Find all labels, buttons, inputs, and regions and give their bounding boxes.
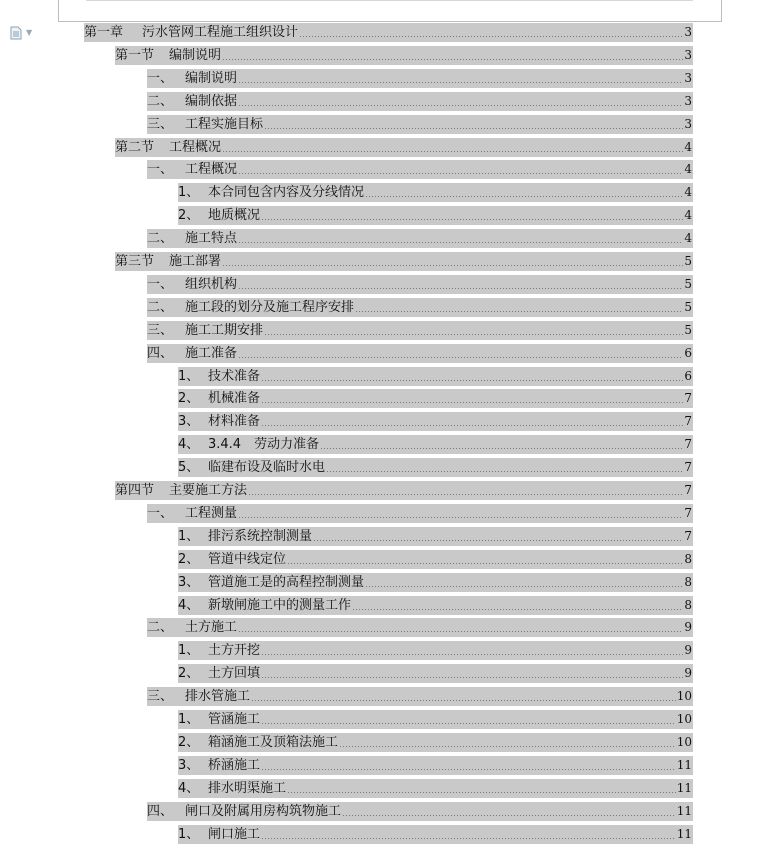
toc-entry[interactable]	[147, 298, 693, 317]
dot-leader	[261, 402, 683, 403]
toc-entry[interactable]	[178, 458, 693, 477]
toc-entry[interactable]	[147, 160, 693, 179]
toc-entry-title: 排污系统控制测量	[208, 528, 313, 544]
toc-entry-number: 2、	[178, 666, 200, 682]
toc-entry-page: 4	[684, 185, 692, 200]
toc-entry-number: 1、	[178, 185, 200, 201]
toc-entry-title: 本合同包含内容及分线情况	[208, 185, 365, 201]
toc-entry-page: 8	[684, 551, 692, 566]
toc-entry-title: 组织机构	[185, 276, 238, 292]
toc-entry-number: 第四节	[115, 483, 155, 498]
toc-entry[interactable]	[115, 46, 693, 65]
toc-entry-page: 11	[676, 757, 692, 772]
dot-leader	[320, 448, 683, 449]
dot-leader	[238, 242, 683, 243]
toc-entry-page: 11	[676, 803, 692, 818]
dot-leader	[352, 609, 683, 610]
toc-entry-number: 一、	[147, 276, 174, 292]
toc-entry-title: 编制依据	[185, 93, 238, 109]
toc-entry-title: 工程概况	[185, 162, 238, 178]
toc-entry-number: 第二节	[115, 139, 155, 155]
toc-entry-title: 桥涵施工	[208, 757, 261, 773]
toc-entry[interactable]	[178, 435, 693, 454]
toc-entry[interactable]	[178, 206, 693, 225]
toc-entry-page: 5	[684, 276, 692, 291]
toc-entry-page: 6	[684, 368, 692, 383]
dot-leader	[264, 128, 683, 129]
toc-entry-number: 1、	[178, 528, 200, 544]
toc-entry-title: 土方施工	[185, 620, 238, 636]
toc-entry-page: 10	[676, 712, 692, 726]
toc-entry-number: 1、	[178, 826, 200, 842]
toc-entry-number: 1、	[178, 643, 200, 659]
dot-leader	[222, 59, 683, 60]
toc-entry-number: 2、	[178, 208, 200, 224]
dot-leader	[261, 769, 676, 770]
dot-leader	[238, 82, 683, 83]
dot-leader	[261, 654, 683, 655]
toc-entry[interactable]	[115, 481, 693, 500]
toc-entry-title: 工程测量	[185, 505, 238, 521]
toc-entry-page: 7	[684, 414, 692, 429]
toc-entry-title: 临建布设及临时水电	[208, 460, 326, 476]
toc-entry-number: 一、	[147, 162, 174, 178]
toc-entry-title: 管涵施工	[208, 712, 261, 727]
toc-entry-title: 工程概况	[169, 139, 222, 155]
toc-entry[interactable]	[84, 23, 693, 42]
toc-entry-number: 一、	[147, 70, 174, 86]
document-icon[interactable]	[10, 25, 36, 41]
toc-entry-page: 3	[684, 25, 692, 39]
toc-entry-page: 3	[684, 116, 692, 131]
toc-entry-number: 二、	[147, 93, 174, 109]
dot-leader	[299, 36, 683, 37]
dot-leader	[261, 219, 683, 220]
toc-entry-title: 管道中线定位	[208, 551, 287, 567]
toc-entry-number: 二、	[147, 299, 174, 315]
toc-entry-page: 5	[684, 299, 692, 314]
toc-entry-page: 3	[684, 47, 692, 62]
toc-entry-page: 7	[684, 505, 692, 520]
toc-entry-number: 3、	[178, 574, 200, 590]
dot-leader	[339, 746, 676, 747]
toc-entry-title: 施工部署	[169, 254, 222, 269]
chevron-down-icon[interactable]: ▼	[26, 28, 33, 37]
toc-entry-page: 7	[684, 460, 692, 475]
toc-entry-page: 7	[684, 391, 692, 406]
toc-entry[interactable]	[178, 825, 693, 844]
toc-entry-title: 排水明渠施工	[208, 780, 287, 796]
toc-entry-number: 4、	[178, 437, 200, 453]
page-top-border	[86, 0, 693, 1]
toc-entry-page: 6	[684, 345, 692, 360]
toc-entry-number: 四、	[147, 345, 174, 361]
toc-entry-page: 5	[684, 254, 692, 268]
toc-entry-page: 9	[684, 643, 692, 658]
dot-leader	[261, 723, 676, 724]
toc-entry-title: 施工工期安排	[185, 322, 264, 338]
toc-entry[interactable]	[178, 664, 693, 683]
toc-entry-number: 二、	[147, 620, 174, 636]
dot-leader	[261, 677, 683, 678]
toc-entry-page: 7	[684, 483, 692, 497]
toc-entry-page: 10	[676, 734, 692, 749]
toc-entry-title: 机械准备	[208, 391, 261, 407]
toc-entry-page: 4	[684, 139, 692, 154]
toc-entry-title: 编制说明	[185, 70, 238, 86]
toc-entry-title: 污水管网工程施工组织设计	[142, 25, 299, 40]
toc-entry-number: 4、	[178, 780, 200, 796]
dot-leader	[261, 425, 683, 426]
toc-entry[interactable]	[147, 69, 693, 88]
toc-entry-number: 2、	[178, 734, 200, 750]
toc-entry[interactable]	[178, 779, 693, 798]
toc-entry[interactable]	[147, 802, 693, 821]
dot-leader	[238, 631, 683, 632]
dot-leader	[342, 815, 676, 816]
toc-entry-number: 第一章	[84, 25, 124, 40]
toc-entry[interactable]	[147, 275, 693, 294]
toc-entry[interactable]	[178, 756, 693, 775]
toc-entry[interactable]	[147, 92, 693, 111]
toc-entry-title: 闸口及附属用房构筑物施工	[185, 803, 342, 819]
toc-entry-page: 4	[684, 231, 692, 246]
dot-leader	[251, 700, 676, 701]
dot-leader	[264, 334, 683, 335]
toc-entry[interactable]	[115, 252, 693, 271]
toc-entry-title: 箱涵施工及顶箱法施工	[208, 734, 339, 750]
toc-entry-title: 新墩闸施工中的测量工作	[208, 597, 352, 613]
dot-leader	[238, 173, 683, 174]
toc-entry-page: 7	[684, 528, 692, 543]
toc-entry-title: 地质概况	[208, 208, 261, 224]
toc-entry[interactable]	[147, 115, 693, 134]
toc-entry-title: 闸口施工	[208, 826, 261, 842]
toc-entry-number: 第一节	[115, 47, 155, 63]
toc-entry-title: 土方回填	[208, 666, 261, 682]
toc-entry[interactable]	[147, 618, 693, 637]
toc-entry-page: 11	[676, 826, 692, 841]
toc-entry-number: 2、	[178, 391, 200, 407]
toc-entry-page: 9	[684, 666, 692, 681]
toc-entry-number: 5、	[178, 460, 200, 476]
dot-leader	[365, 196, 683, 197]
toc-entry-page: 7	[684, 437, 692, 452]
toc-entry[interactable]	[178, 367, 693, 386]
dot-leader	[222, 151, 683, 152]
toc-entry-page: 4	[684, 162, 692, 177]
dot-leader	[287, 792, 676, 793]
dot-leader	[261, 380, 683, 381]
toc-entry-number: 第三节	[115, 254, 155, 269]
document-glyph-icon	[10, 26, 22, 40]
toc-entry[interactable]	[178, 389, 693, 408]
toc-entry-number: 一、	[147, 505, 174, 521]
toc-entry-number: 1、	[178, 712, 200, 727]
toc-entry[interactable]	[147, 321, 693, 340]
toc-entry-page: 4	[684, 208, 692, 223]
toc-entry[interactable]	[147, 229, 693, 248]
dot-leader	[313, 540, 683, 541]
dot-leader	[238, 288, 683, 289]
toc-entry[interactable]	[178, 641, 693, 660]
toc-entry[interactable]	[178, 183, 693, 202]
dot-leader	[238, 517, 683, 518]
toc-entry-title: 编制说明	[169, 47, 222, 63]
toc-entry[interactable]	[178, 596, 693, 615]
toc-entry-number: 3、	[178, 757, 200, 773]
dot-leader	[365, 586, 683, 587]
toc-entry-title: 土方开挖	[208, 643, 261, 659]
toc-entry-number: 3、	[178, 414, 200, 430]
toc-entry-title: 管道施工是的高程控制测量	[208, 574, 365, 590]
toc-entry-page: 3	[684, 93, 692, 108]
toc-entry-page: 11	[676, 780, 692, 795]
toc-entry-title: 技术准备	[208, 368, 261, 384]
toc-entry-title: 3.4.4 劳动力准备	[208, 437, 320, 453]
toc-entry[interactable]	[178, 733, 693, 752]
page-top-frame	[58, 0, 722, 22]
toc-entry-title: 工程实施目标	[185, 116, 264, 132]
dot-leader	[261, 838, 676, 839]
toc-entry-number: 1、	[178, 368, 200, 384]
toc-entry-title: 施工准备	[185, 345, 238, 361]
toc-entry-title: 排水管施工	[185, 689, 251, 705]
toc-entry[interactable]	[147, 344, 693, 363]
dot-leader	[238, 357, 683, 358]
toc-entry[interactable]	[178, 550, 693, 569]
toc-entry[interactable]	[147, 687, 693, 706]
toc-entry-number: 三、	[147, 322, 174, 338]
toc-entry[interactable]	[178, 573, 693, 592]
toc-entry-title: 施工段的划分及施工程序安排	[185, 299, 355, 315]
dot-leader	[222, 265, 683, 266]
dot-leader	[326, 471, 683, 472]
toc-entry-number: 二、	[147, 231, 174, 247]
dot-leader	[287, 563, 683, 564]
dot-leader	[238, 105, 683, 106]
dot-leader	[355, 311, 683, 312]
toc-entry[interactable]	[178, 710, 693, 729]
toc-entry[interactable]	[178, 527, 693, 546]
toc-entry-number: 四、	[147, 803, 174, 819]
toc-entry[interactable]	[115, 138, 693, 157]
dot-leader	[248, 494, 683, 495]
toc-entry-number: 4、	[178, 597, 200, 613]
toc-entry-page: 5	[684, 322, 692, 337]
toc-entry-title: 主要施工方法	[169, 483, 248, 498]
toc-entry-page: 9	[684, 620, 692, 635]
toc-entry[interactable]	[147, 504, 693, 523]
toc-entry-title: 施工特点	[185, 231, 238, 247]
toc-entry[interactable]	[178, 412, 693, 431]
toc-entry-page: 3	[684, 70, 692, 85]
toc-entry-number: 三、	[147, 116, 174, 132]
toc-entry-number: 三、	[147, 689, 174, 705]
toc-entry-title: 材料准备	[208, 414, 261, 430]
toc-entry-number: 2、	[178, 551, 200, 567]
toc-entry-page: 8	[684, 574, 692, 589]
toc-entry-page: 10	[676, 689, 692, 704]
toc-entry-page: 8	[684, 597, 692, 612]
